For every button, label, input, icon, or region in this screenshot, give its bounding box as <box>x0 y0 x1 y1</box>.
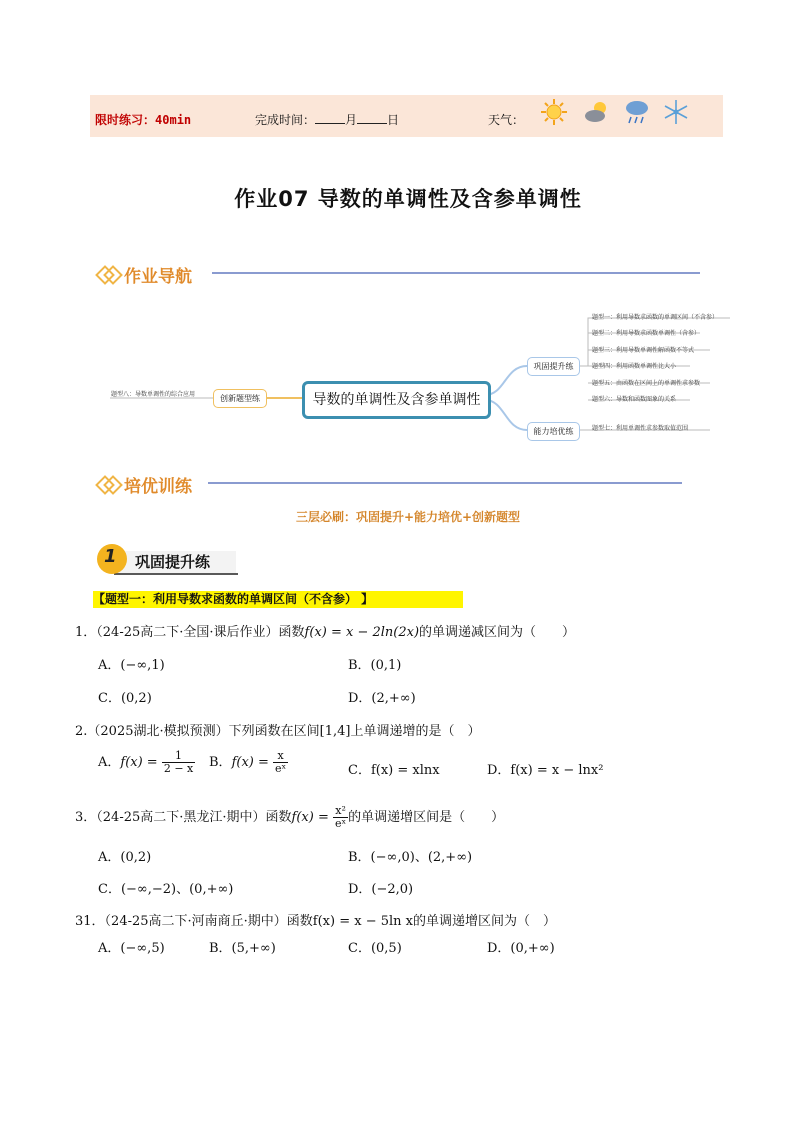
mindmap-node-advance: 能力培优练 <box>527 422 580 441</box>
q31-option-b: B．(5,+∞) <box>209 941 276 956</box>
q1-option-b: B．(0,1) <box>348 658 402 673</box>
mindmap-leaf: 题型四：利用函数单调性比大小 <box>592 363 677 370</box>
section-heading-nav: 作业导航 <box>124 267 192 287</box>
mindmap-leaf: 题型五：由函数在区间上的单调性求参数 <box>592 380 701 387</box>
mindmap-leaf: 题型七：利用单调性求参数取值范围 <box>592 425 689 432</box>
q3-option-d: D．(−2,0) <box>348 882 414 897</box>
mindmap-leaf: 题型六：导数和函数图象的关系 <box>592 396 677 403</box>
q3-option-b: B．(−∞,0)、(2,+∞) <box>348 850 473 865</box>
q1-option-c: C．(0,2) <box>98 691 152 706</box>
q3-option-c: C．(−∞,−2)、(0,+∞) <box>98 882 234 897</box>
q31-option-c: C．(0,5) <box>348 941 402 956</box>
q1-option-d: D．(2,+∞) <box>348 691 416 706</box>
q3-option-a: A．(0,2) <box>98 850 152 865</box>
q31-option-d: D．(0,+∞) <box>487 941 555 956</box>
question-31: 31．（24-25高二下·河南商丘·期中）函数f(x) = x − 5ln x的单调递增区间为（ ） <box>75 914 556 929</box>
completion-date: 完成时间： 月 日 <box>255 113 400 127</box>
weather-label: 天气： <box>488 113 525 127</box>
page-title: 作业07 导数的单调性及含参单调性 <box>234 187 582 211</box>
q31-option-a: A．(−∞,5) <box>98 941 165 956</box>
mindmap-center: 导数的单调性及含参单调性 <box>302 381 491 419</box>
time-limit-value: 40min <box>155 113 192 127</box>
section-divider <box>208 482 682 484</box>
q2-option-a: A．f(x) = $\frac{1}{2 - x}$ <box>98 749 194 775</box>
mindmap-leaf: 题型一：利用导数求函数的单调区间（不含参） <box>592 314 719 321</box>
mindmap-node-innovation: 创新题型练 <box>213 389 267 408</box>
q2-option-b: B．f(x) = $\frac{x}{\text{eˣ}}$ <box>209 749 287 775</box>
part-heading: 巩固提升练 <box>135 553 211 571</box>
type-heading: 【题型一：利用导数求函数的单调区间（不含参） 】 <box>93 591 463 608</box>
mindmap-node-consolidate: 巩固提升练 <box>527 357 580 376</box>
part-number: 1 <box>104 546 117 567</box>
question-1: 1．（24-25高二下·全国·课后作业）函数f(x) = x − 2ln(2x)的单调递减区间为（ ） <box>75 625 576 640</box>
mindmap-leaf: 题型二：利用导数求函数单调性（含参） <box>592 330 701 337</box>
q2-option-c: C．f(x) = xlnx <box>348 763 440 778</box>
q2-option-d: D．f(x) = x − lnx² <box>487 763 604 778</box>
q1-option-a: A．(−∞,1) <box>98 658 165 673</box>
question-2: 2.（2025湖北·模拟预测）下列函数在区间[1,4]上单调递增的是（ ） <box>75 724 481 739</box>
mindmap-leaf: 题型八：导数单调性的综合应用 <box>111 391 196 398</box>
training-subtitle: 三层必刷：巩固提升+能力培优+创新题型 <box>295 510 521 524</box>
time-limit: 限时练习：40min <box>95 113 192 127</box>
mindmap-leaf: 题型三：利用导数单调性解函数不等式 <box>592 347 695 354</box>
section-heading-training: 培优训练 <box>124 477 192 497</box>
question-3: 3．（24-25高二下·黑龙江·期中）函数f(x) = $\frac{\text{x²}}{\text{eˣ}}$ 的单调递增区间是（ ） <box>75 804 505 830</box>
